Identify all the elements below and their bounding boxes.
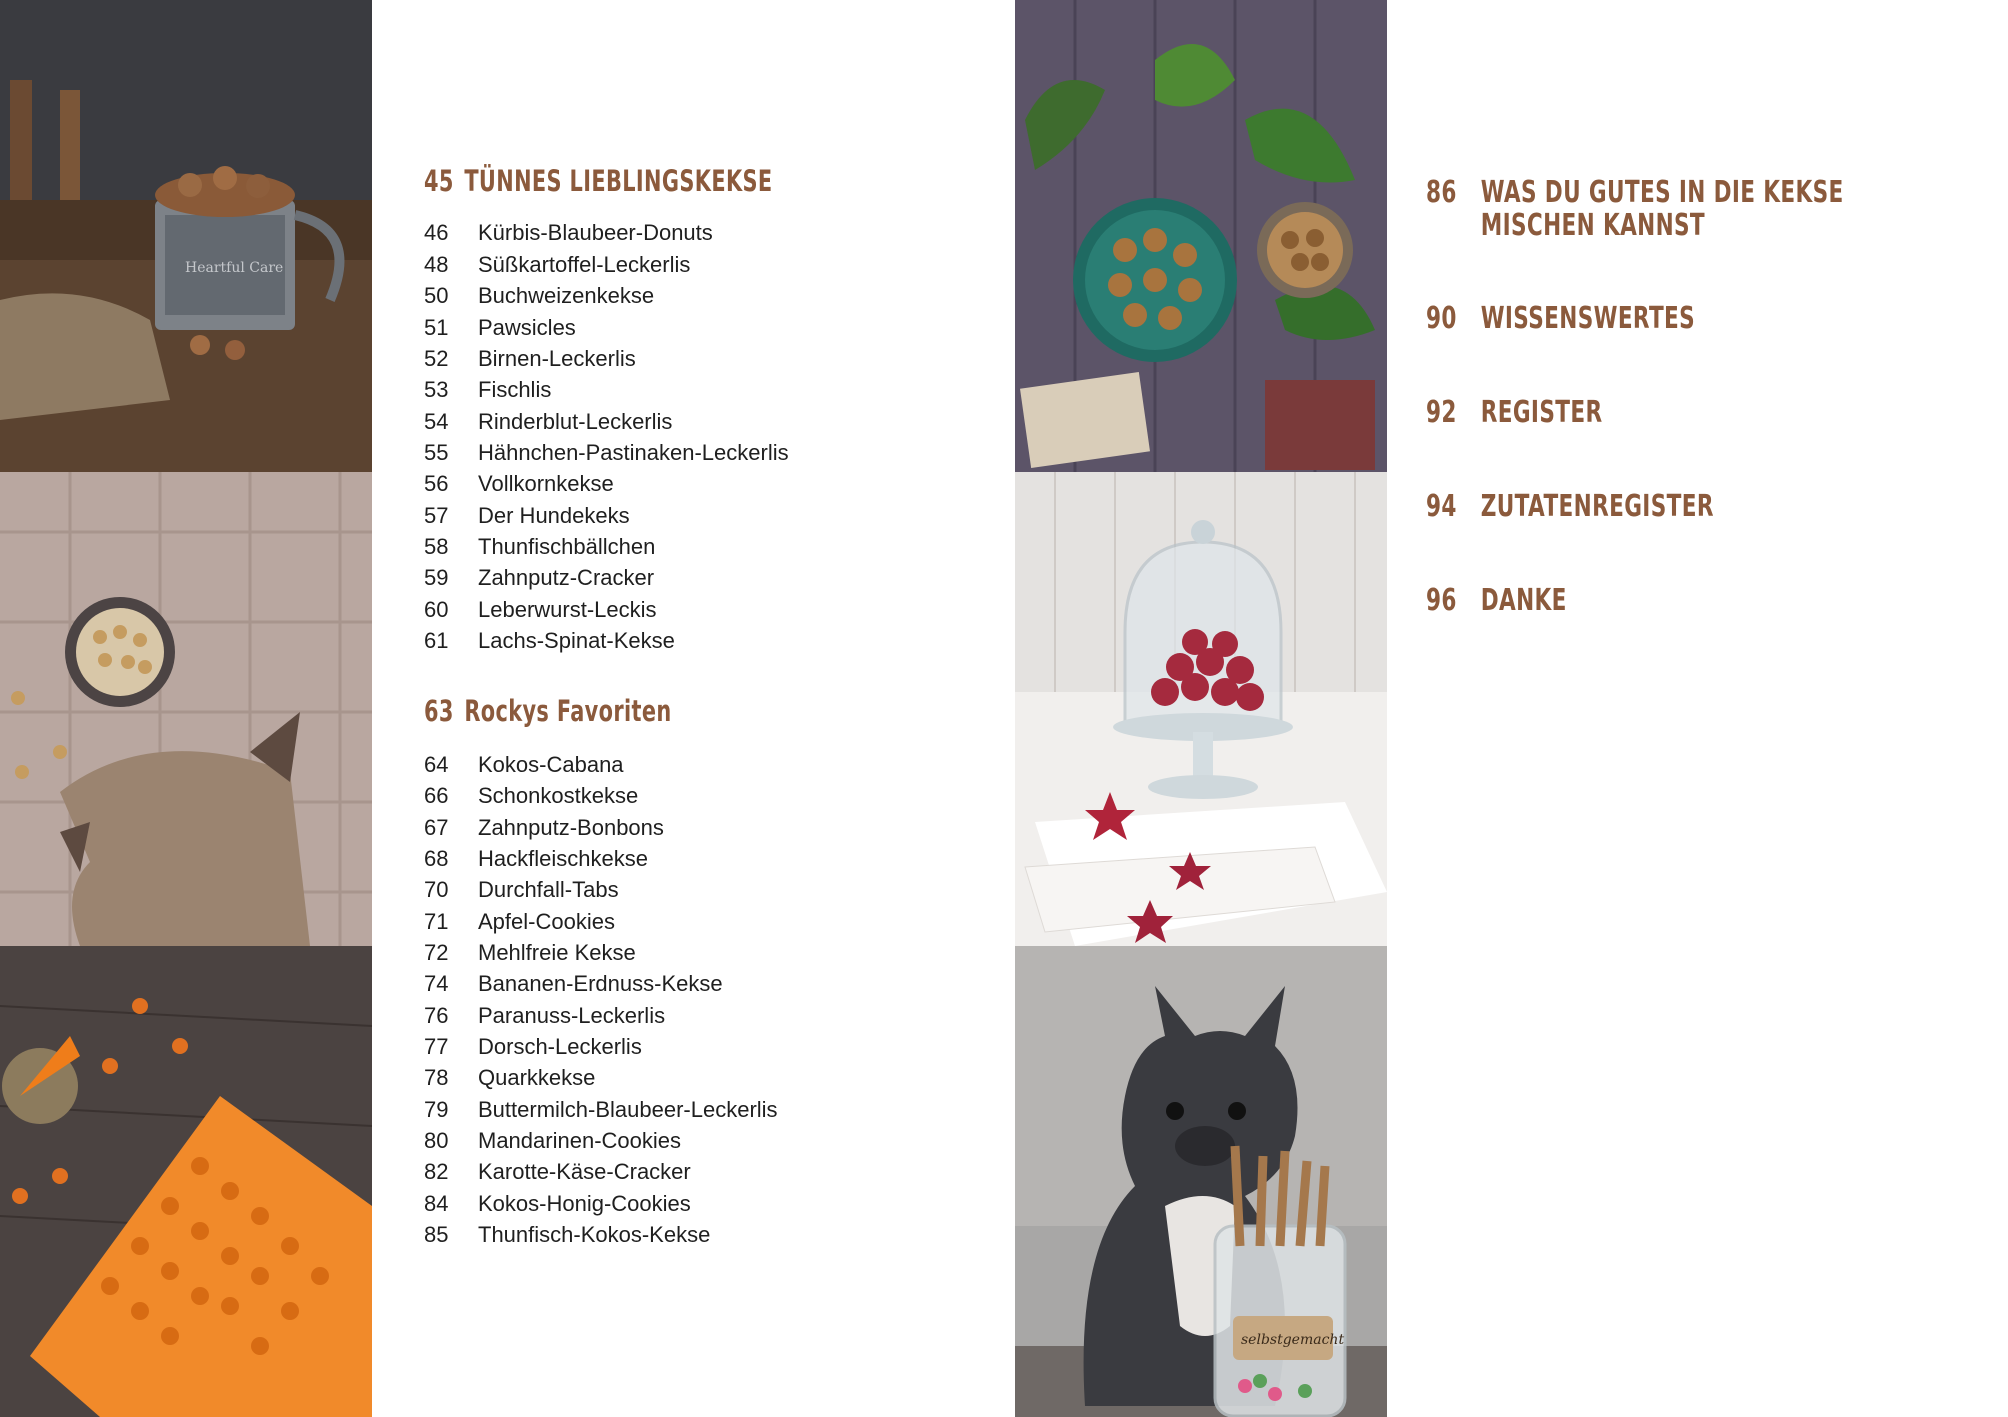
toc-entry[interactable] <box>424 312 576 343</box>
entry-title: Durchfall-Tabs <box>478 877 619 902</box>
middle-photo-column <box>1015 0 1387 1417</box>
toc-entry[interactable] <box>424 780 638 811</box>
toc-right-section[interactable] <box>1426 302 1944 335</box>
entry-title: Karotte-Käse-Cracker <box>478 1159 691 1184</box>
section-page-number: 90 <box>1426 301 1457 336</box>
entry-title: Leberwurst-Leckis <box>478 597 657 622</box>
section-heading-tuennes[interactable] <box>424 164 773 198</box>
toc-entry[interactable] <box>424 1156 691 1187</box>
photo-french-bulldog-jar <box>1015 946 1387 1417</box>
toc-entry[interactable] <box>424 343 636 374</box>
toc-entry[interactable] <box>424 874 619 905</box>
toc-entry[interactable] <box>424 217 713 248</box>
entry-page-number: 54 <box>424 409 449 434</box>
entry-title: Lachs-Spinat-Kekse <box>478 628 675 653</box>
toc-entry[interactable] <box>424 1125 681 1156</box>
toc-entry[interactable] <box>424 1062 595 1093</box>
section-title: REGISTER <box>1480 395 1603 430</box>
entry-title: Zahnputz-Cracker <box>478 565 655 590</box>
section-page-number: 92 <box>1426 395 1457 430</box>
toc-entry[interactable] <box>424 374 551 405</box>
toc-entry[interactable] <box>424 937 636 968</box>
toc-entry[interactable] <box>424 280 654 311</box>
entry-title: Hackfleischkekse <box>478 846 648 871</box>
entry-page-number: 68 <box>424 846 449 871</box>
entry-page-number: 58 <box>424 534 449 559</box>
entry-title: Paranuss-Leckerlis <box>478 1003 666 1028</box>
toc-entry[interactable] <box>424 562 654 593</box>
entry-page-number: 53 <box>424 377 449 402</box>
toc-entry[interactable] <box>424 437 789 468</box>
entry-title: Thunfisch-Kokos-Kekse <box>478 1222 711 1247</box>
entry-page-number: 46 <box>424 220 449 245</box>
photo-herbs-and-biscuits <box>1015 0 1387 472</box>
entry-title: Zahnputz-Bonbons <box>478 815 664 840</box>
mug-inscription: Heartful Care <box>185 260 284 276</box>
toc-entry[interactable] <box>424 906 615 937</box>
entry-title: Schonkostkekse <box>478 783 639 808</box>
section-title: DANKE <box>1480 583 1567 618</box>
section-title: WISSENSWERTES <box>1480 301 1696 336</box>
entry-page-number: 67 <box>424 815 449 840</box>
toc-entry[interactable] <box>424 500 630 531</box>
entry-page-number: 85 <box>424 1222 449 1247</box>
section-page-number: 94 <box>1426 489 1457 524</box>
toc-entry[interactable] <box>424 249 690 280</box>
toc-entry[interactable] <box>424 1219 710 1250</box>
toc-entry[interactable] <box>424 406 672 437</box>
entry-page-number: 57 <box>424 503 449 528</box>
entry-title: Bananen-Erdnuss-Kekse <box>478 971 723 996</box>
entry-page-number: 48 <box>424 252 449 277</box>
jar-label: selbstgemacht <box>1241 1332 1345 1348</box>
entry-title: Buttermilch-Blaubeer-Leckerlis <box>478 1097 778 1122</box>
toc-entry[interactable] <box>424 1094 778 1125</box>
toc-entry[interactable] <box>424 749 624 780</box>
section-page-number: 96 <box>1426 583 1457 618</box>
entry-title: Der Hundekeks <box>478 503 630 528</box>
entry-title: Kokos-Cabana <box>478 752 624 777</box>
entry-page-number: 66 <box>424 783 449 808</box>
entry-page-number: 72 <box>424 940 449 965</box>
entry-title: Kürbis-Blaubeer-Donuts <box>478 220 713 245</box>
entry-page-number: 80 <box>424 1128 449 1153</box>
entry-page-number: 82 <box>424 1159 449 1184</box>
entry-page-number: 70 <box>424 877 449 902</box>
toc-entry[interactable] <box>424 1031 642 1062</box>
section-page-number: 86 <box>1426 175 1457 210</box>
entry-title: Birnen-Leckerlis <box>478 346 636 371</box>
entry-title: Vollkornkekse <box>478 471 614 496</box>
entry-title: Hähnchen-Pastinaken-Leckerlis <box>478 440 789 465</box>
section-title: ZUTATENREGISTER <box>1480 489 1714 524</box>
section-title: WAS DU GUTES IN DIE KEKSE MISCHEN KANNST <box>1480 175 1844 243</box>
photo-dog-with-bowl <box>0 472 372 946</box>
toc-entry[interactable] <box>424 1000 665 1031</box>
toc-right-section[interactable] <box>1426 176 1944 242</box>
entry-title: Thunfischbällchen <box>478 534 656 559</box>
photo-glass-cloche <box>1015 472 1387 946</box>
entry-page-number: 56 <box>424 471 449 496</box>
entry-title: Mandarinen-Cookies <box>478 1128 681 1153</box>
entry-title: Süßkartoffel-Leckerlis <box>478 252 691 277</box>
entry-title: Rinderblut-Leckerlis <box>478 409 673 434</box>
entry-page-number: 76 <box>424 1003 449 1028</box>
section-title: TÜNNES LIEBLINGSKEKSE <box>464 164 773 198</box>
entry-page-number: 77 <box>424 1034 449 1059</box>
toc-entry[interactable] <box>424 812 664 843</box>
section-title: Rockys Favoriten <box>464 694 672 728</box>
entry-title: Apfel-Cookies <box>478 909 615 934</box>
entry-page-number: 55 <box>424 440 449 465</box>
entry-page-number: 50 <box>424 283 449 308</box>
entry-title: Fischlis <box>478 377 552 402</box>
entry-page-number: 78 <box>424 1065 449 1090</box>
section-page-number: 45 <box>424 164 454 198</box>
entry-page-number: 61 <box>424 628 449 653</box>
entry-title: Quarkkekse <box>478 1065 596 1090</box>
entry-page-number: 84 <box>424 1191 449 1216</box>
entry-title: Dorsch-Leckerlis <box>478 1034 642 1059</box>
entry-page-number: 74 <box>424 971 449 996</box>
toc-entry[interactable] <box>424 968 723 999</box>
toc-right-section[interactable] <box>1426 490 1944 523</box>
toc-right-section[interactable] <box>1426 396 1944 429</box>
toc-entry[interactable] <box>424 594 657 625</box>
entry-page-number: 52 <box>424 346 449 371</box>
toc-entry[interactable] <box>424 843 648 874</box>
toc-entry[interactable] <box>424 625 675 656</box>
entry-page-number: 59 <box>424 565 449 590</box>
entry-page-number: 71 <box>424 909 449 934</box>
toc-right-section[interactable] <box>1426 584 1944 617</box>
entry-page-number: 64 <box>424 752 449 777</box>
section-heading-rockys[interactable] <box>424 694 672 728</box>
toc-entry[interactable] <box>424 1188 691 1219</box>
toc-entry[interactable] <box>424 468 614 499</box>
entry-page-number: 79 <box>424 1097 449 1122</box>
photo-treats-in-mug <box>0 0 372 472</box>
toc-entry[interactable] <box>424 531 655 562</box>
section-page-number: 63 <box>424 694 454 728</box>
entry-title: Kokos-Honig-Cookies <box>478 1191 691 1216</box>
entry-page-number: 60 <box>424 597 449 622</box>
entry-title: Mehlfreie Kekse <box>478 940 636 965</box>
photo-orange-mold <box>0 946 372 1417</box>
entry-page-number: 51 <box>424 315 449 340</box>
left-photo-column <box>0 0 372 1417</box>
entry-title: Buchweizenkekse <box>478 283 655 308</box>
entry-title: Pawsicles <box>478 315 576 340</box>
